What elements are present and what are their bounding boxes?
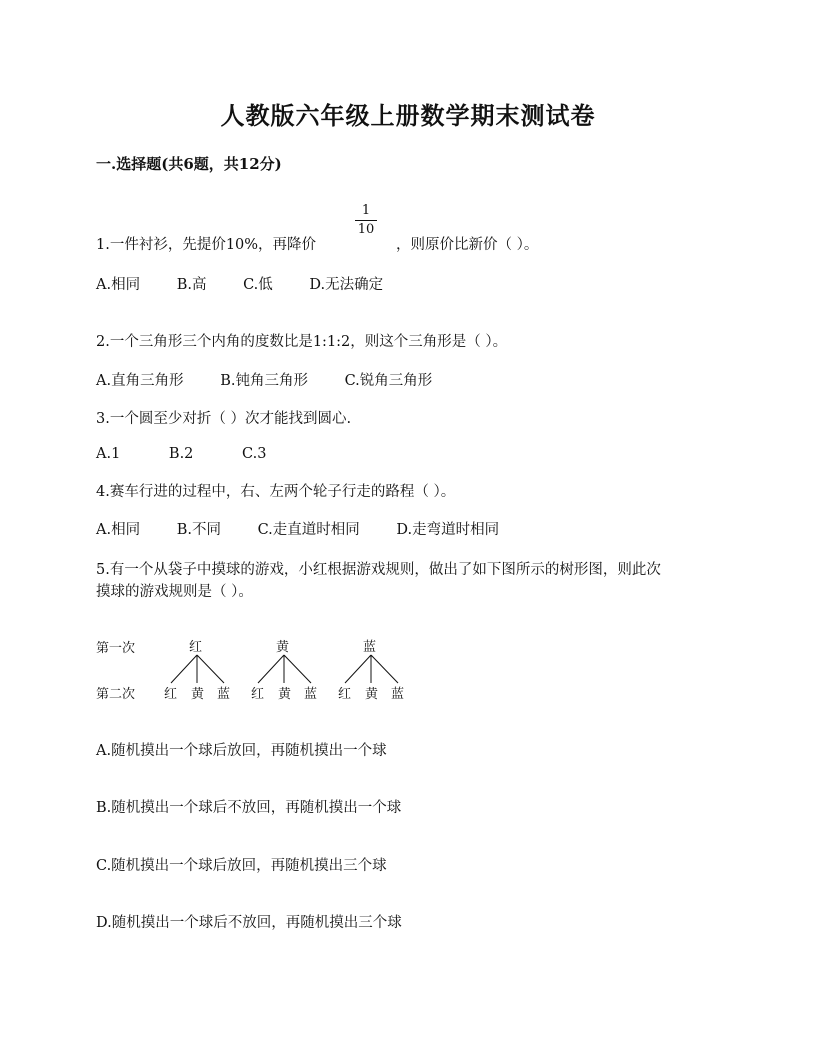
tree-first-red: 红 [189,640,203,655]
tree-second-yellow: 黄 [365,687,379,702]
fraction-bar [355,220,377,221]
question-5-line1: 5.有一个从袋子中摸球的游戏，小红根据游戏规则，做出了如下图所示的树形图，则此次 [96,562,661,578]
question-2-text: 2.一个三角形三个内角的度数比是1:1:2，则这个三角形是（ ）。 [96,334,508,350]
question-4-text: 4.赛车行进的过程中，右、左两个轮子行走的路程（ ）。 [96,484,456,500]
question-3-options [96,446,298,462]
branch-line [258,655,284,683]
fraction-numerator: 1 [361,203,371,218]
question-1-text [96,233,316,254]
question-3-text: 3.一个圆至少对折（ ）次才能找到圆心. [96,411,352,427]
page-title: 人教版六年级上册数学期末测试卷 [220,101,596,130]
fraction-denominator: 10 [357,222,375,237]
tree-second-yellow: 黄 [191,687,205,702]
branch-line [171,655,197,683]
question-5-line2: 摸球的游戏规则是（ ）。 [96,584,253,600]
tree-second-red: 红 [164,687,178,702]
branch-line [345,655,371,683]
option-4d: D.走弯道时相同 [396,522,500,538]
tree-second-blue: 蓝 [304,687,318,702]
tree-second-blue: 蓝 [217,687,231,702]
option-1d: D.无法确定 [309,277,384,293]
question-4-options [96,518,531,539]
option-5a: A.随机摸出一个球后放回，再随机摸出一个球 [96,743,387,759]
option-5b: B.随机摸出一个球后不放回，再随机摸出一个球 [96,800,402,816]
tree-second-red: 红 [251,687,265,702]
option-1a: A.相同 [96,277,141,293]
tree-second-blue: 蓝 [391,687,405,702]
option-4c: C.走直道时相同 [257,522,360,538]
option-5d: D.随机摸出一个球后不放回，再随机摸出三个球 [96,915,402,931]
tree-branches [171,655,398,683]
option-4a: A.相同 [96,522,141,538]
option-1b: B.高 [176,277,207,293]
tree-row2-label: 第二次 [96,687,136,702]
question-1-options [96,273,415,294]
option-5c: C.随机摸出一个球后放回，再随机摸出三个球 [96,858,387,874]
fraction-one-tenth [355,204,377,237]
tree-second-yellow: 黄 [278,687,292,702]
option-2c: C.锐角三角形 [344,373,433,389]
branch-line [284,655,311,683]
question-1-before: 1.一件衬衫，先提价10%，再降价 [96,237,317,253]
section-heading: 一.选择题(共6题，共12分) [96,155,282,173]
tree-row1-label: 第一次 [96,641,136,656]
tree-second-red: 红 [338,687,352,702]
tree-diagram [90,630,420,710]
option-3c: C.3 [242,446,267,462]
tree-first-yellow: 黄 [276,640,290,655]
question-2-options [96,369,464,390]
option-4b: B.不同 [176,522,221,538]
option-2a: A.直角三角形 [96,373,184,389]
option-3b: B.2 [168,446,194,462]
branch-line [197,655,224,683]
option-2b: B.钝角三角形 [220,373,308,389]
branch-line [371,655,398,683]
option-3a: A.1 [96,446,121,462]
tree-first-blue: 蓝 [363,640,377,655]
option-1c: C.低 [243,277,273,293]
question-1-after: ，则原价比新价（ ）。 [396,237,539,253]
